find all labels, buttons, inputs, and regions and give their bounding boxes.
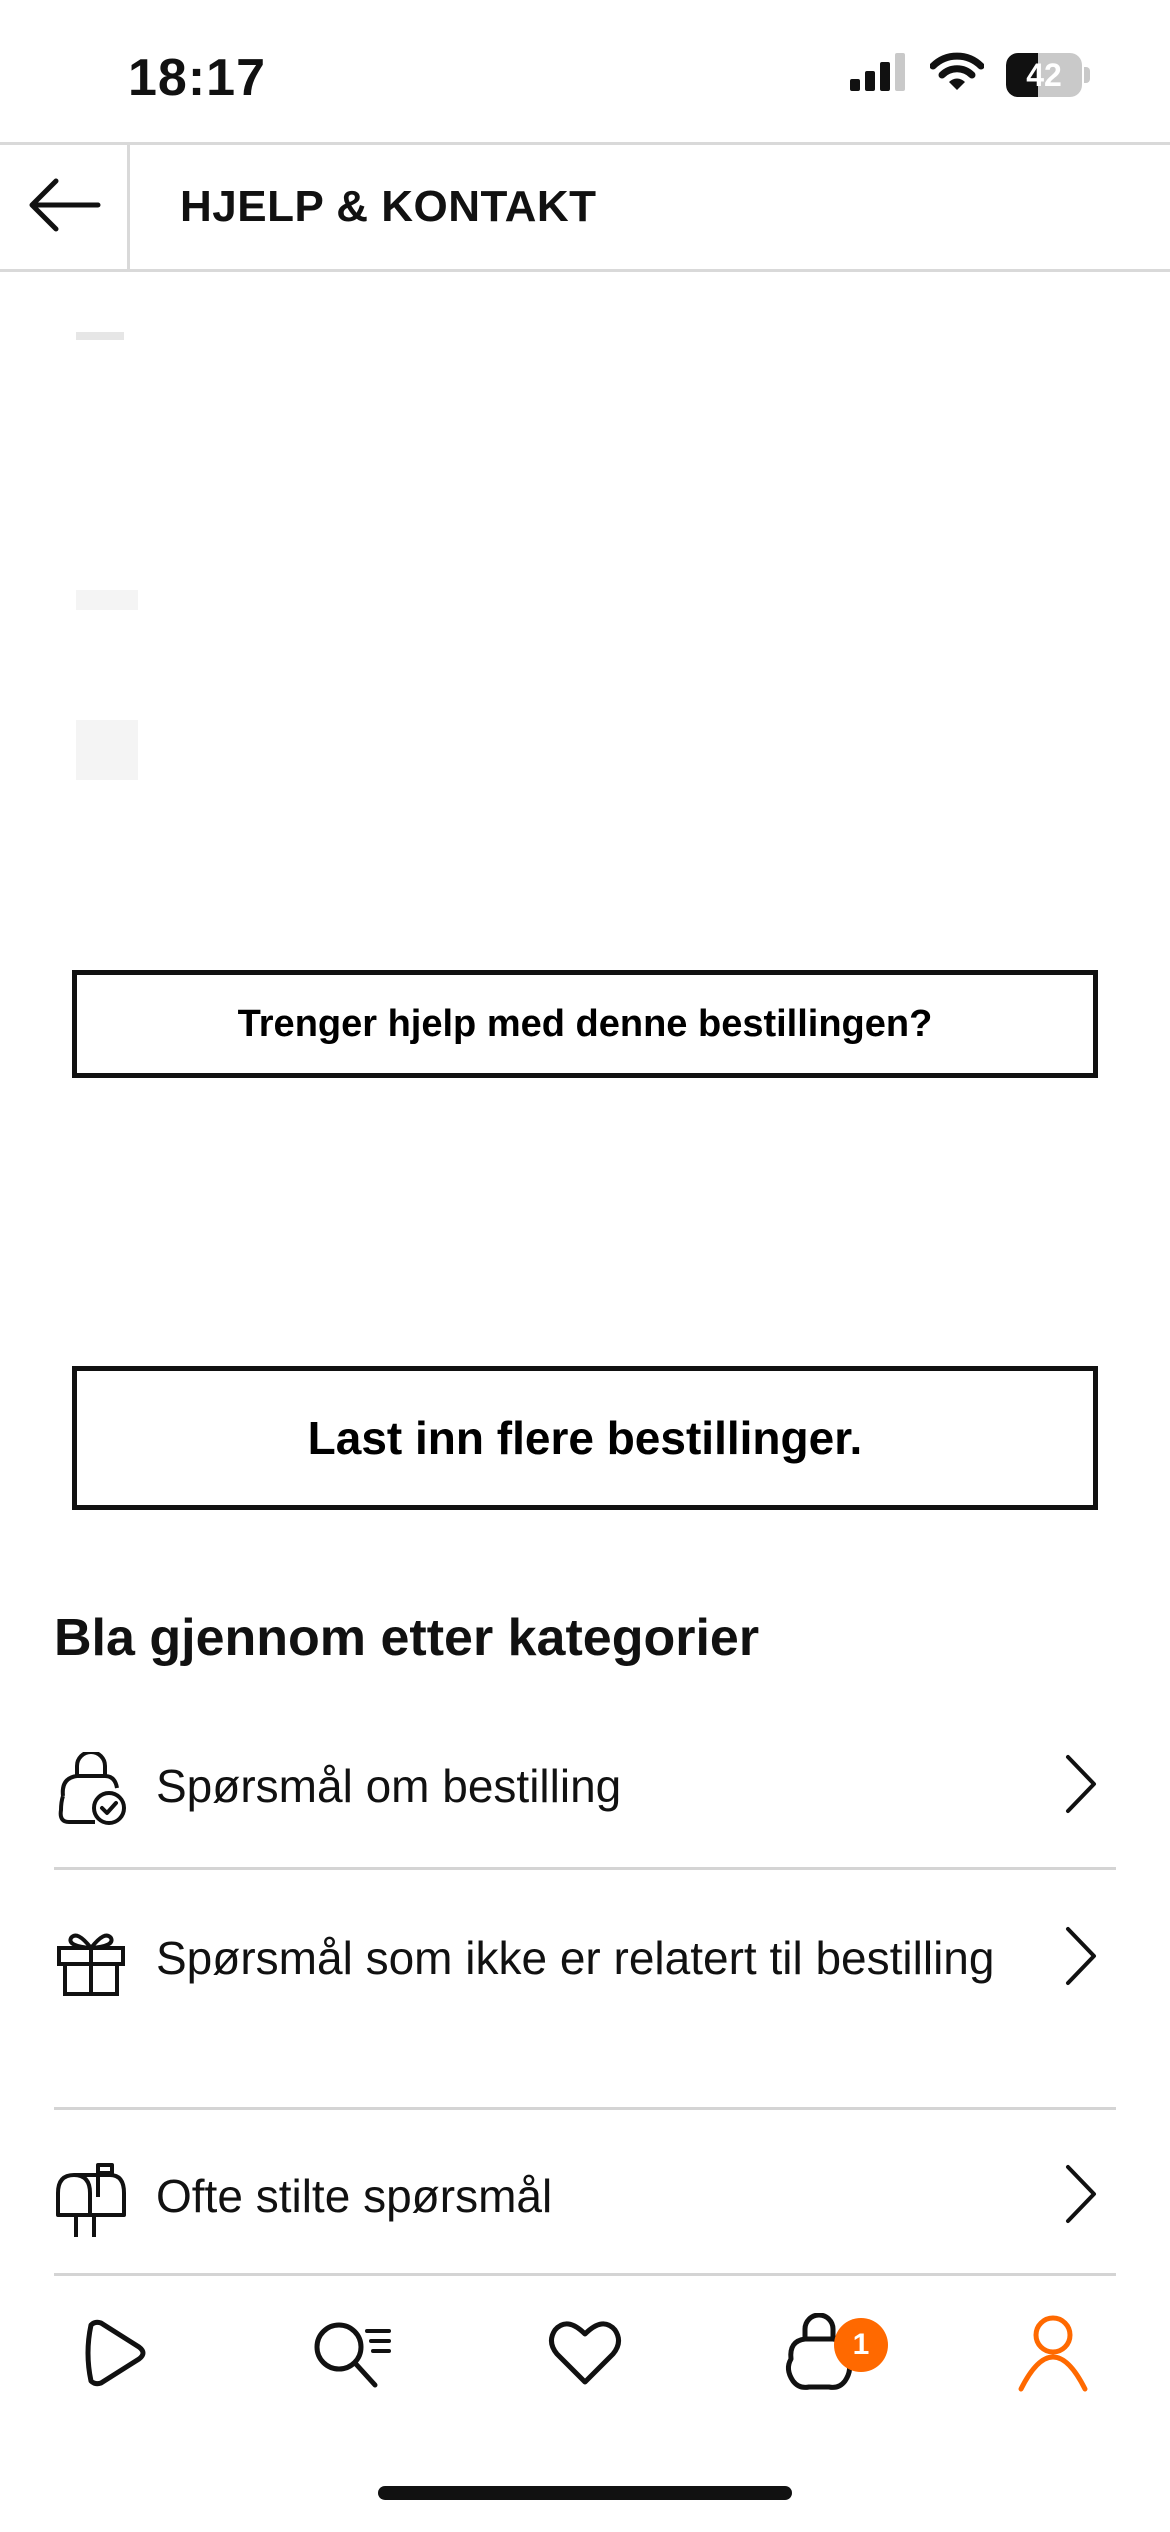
nav-account[interactable] bbox=[978, 2280, 1128, 2430]
category-order-questions[interactable] bbox=[54, 1700, 1116, 1870]
status-bar bbox=[0, 0, 1170, 142]
chevron-right-icon bbox=[1060, 1752, 1100, 1816]
category-label: Spørsmål som ikke er relatert til bestilling bbox=[156, 1932, 995, 1984]
nav-home[interactable] bbox=[40, 2280, 190, 2430]
arrow-left-icon bbox=[26, 175, 102, 240]
chevron-right-icon bbox=[1060, 1924, 1100, 1988]
bag-check-icon bbox=[54, 1750, 128, 1830]
nav-search[interactable] bbox=[276, 2280, 426, 2430]
back-button[interactable] bbox=[0, 145, 130, 269]
heart-icon bbox=[547, 2318, 623, 2393]
battery-level: 42 bbox=[1026, 56, 1062, 93]
person-icon bbox=[1015, 2313, 1091, 2398]
loading-placeholder bbox=[76, 332, 124, 340]
cart-count-badge: 1 bbox=[834, 2318, 888, 2372]
mailbox-icon bbox=[54, 2160, 128, 2240]
status-time: 18:17 bbox=[128, 49, 266, 107]
gift-icon bbox=[54, 1922, 128, 2002]
category-list bbox=[54, 1700, 1116, 2276]
bottom-nav bbox=[0, 2280, 1170, 2430]
loading-placeholder bbox=[76, 720, 138, 780]
loading-placeholder bbox=[76, 590, 138, 610]
status-icons bbox=[850, 52, 1090, 97]
nav-wishlist[interactable] bbox=[510, 2280, 660, 2430]
order-card bbox=[0, 272, 1170, 972]
wifi-icon bbox=[930, 52, 984, 97]
play-logo-icon bbox=[77, 2315, 153, 2396]
app-header bbox=[0, 142, 1170, 272]
chevron-right-icon bbox=[1060, 2162, 1100, 2226]
order-help-button[interactable]: Trenger hjelp med denne bestillingen? bbox=[72, 970, 1098, 1078]
load-more-orders-button[interactable]: Last inn flere bestillinger. bbox=[72, 1366, 1098, 1510]
home-indicator[interactable] bbox=[378, 2486, 792, 2500]
category-non-order-questions[interactable] bbox=[54, 1870, 1116, 2110]
signal-icon bbox=[850, 53, 908, 96]
category-label: Spørsmål om bestilling bbox=[156, 1760, 622, 1812]
page-title: HJELP & KONTAKT bbox=[180, 182, 597, 231]
category-faq[interactable] bbox=[54, 2110, 1116, 2276]
categories-heading: Bla gjennom etter kategorier bbox=[54, 1609, 760, 1667]
category-label: Ofte stilte spørsmål bbox=[156, 2170, 553, 2222]
search-list-icon bbox=[309, 2315, 393, 2396]
battery-icon bbox=[1006, 53, 1090, 97]
nav-bag[interactable] bbox=[744, 2280, 894, 2430]
